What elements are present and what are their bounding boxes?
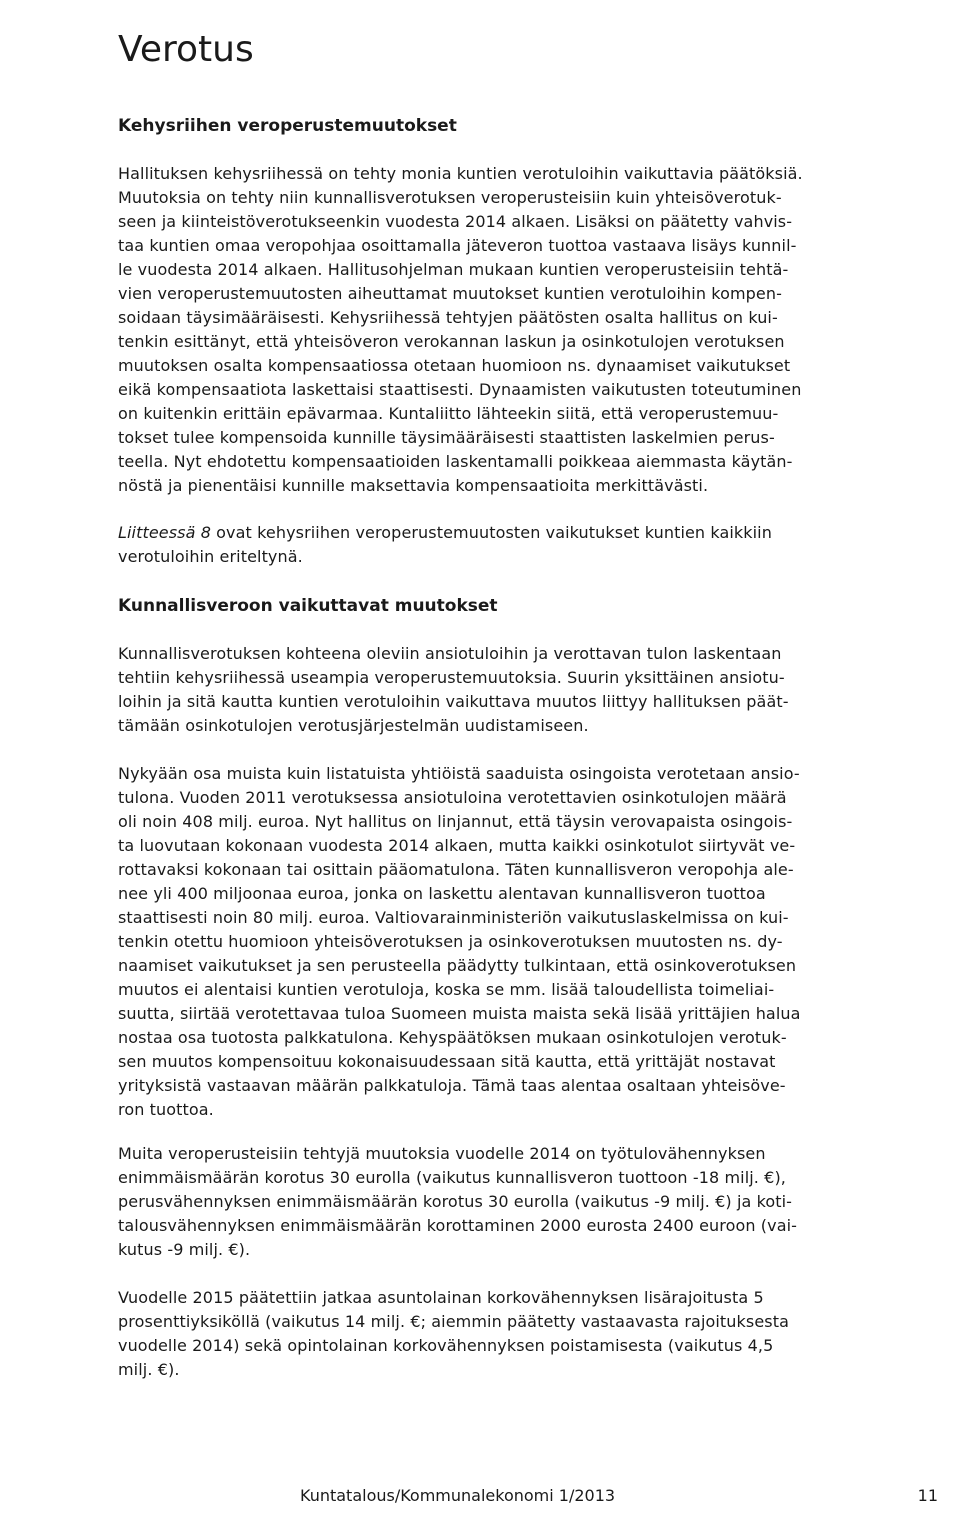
text-line: vien veroperustemuutosten aiheuttamat muutokset kuntien verotuloihin kompen-: [118, 284, 782, 303]
text-line: staattisesti noin 80 milj. euroa. Valtiovarainministeriön vaikutuslaskelmissa on kui-: [118, 908, 789, 927]
paragraph-muut-muutokset-2014: [118, 1142, 942, 1262]
text-line: tokset tulee kompensoida kunnille täysimääräisesti staattisten laskelmien perus-: [118, 428, 775, 447]
appendix-reference: Liitteessä 8: [118, 523, 211, 542]
paragraph-kehysriihen-intro: [118, 162, 942, 498]
text-line: tenkin esittänyt, että yhteisöveron verokannan laskun ja osinkotulojen verotuksen: [118, 332, 785, 351]
text-line: muutoksen osalta kompensaatiossa otetaan huomioon ns. dynaamiset vaikutukset: [118, 356, 791, 375]
text-line: Muutoksia on tehty niin kunnallisverotuksen veroperusteisiin kuin yhteisöverotuk-: [118, 188, 782, 207]
paragraph-osinkotulot: [118, 762, 942, 1122]
text-line: kutus -9 milj. €).: [118, 1240, 251, 1259]
text-line: soidaan täysimääräisesti. Kehysriihessä tehtyjen päätösten osalta hallitus on kui-: [118, 308, 778, 327]
paragraph-kunnallisvero-intro: [118, 642, 942, 738]
text-line: rottavaksi kokonaan tai osittain pääomatulona. Täten kunnallisveron veropohja ale-: [118, 860, 794, 879]
text-line: tämään osinkotulojen verotusjärjestelmän uudistamiseen.: [118, 716, 589, 735]
text-line: tulona. Vuoden 2011 verotuksessa ansiotuloina verotettavien osinkotulojen määrä: [118, 788, 787, 807]
text-line: yrityksistä vastaavan määrän palkkatuloja. Tämä taas alentaa osaltaan yhteisöve-: [118, 1076, 786, 1095]
publication-name: Kuntatalous/Kommunalekonomi 1/2013: [300, 1486, 616, 1505]
text-line: Kunnallisverotuksen kohteena oleviin ansiotuloihin ja verottavan tulon laskentaan: [118, 644, 782, 663]
section-heading-kehysriihen: Kehysriihen veroperustemuutokset: [118, 116, 457, 136]
paragraph-liite-reference: [118, 521, 942, 569]
text-line: milj. €).: [118, 1360, 180, 1379]
text-line: sen muutos kompensoituu kokonaisuudessaan sitä kautta, että yrittäjät nostavat: [118, 1052, 776, 1071]
text-line: nee yli 400 miljoonaa euroa, jonka on laskettu alentavan kunnallisveron tuottoa: [118, 884, 766, 903]
text-line: ta luovutaan kokonaan vuodesta 2014 alkaen, mutta kaikki osinkotulot siirtyvät ve-: [118, 836, 796, 855]
text-fragment: ovat kehysriihen veroperustemuutosten vaikutukset kuntien kaikkiin: [210, 523, 772, 542]
text-line: naamiset vaikutukset ja sen perusteella päädytty tulkintaan, että osinkoverotuksen: [118, 956, 797, 975]
text-line: suutta, siirtää verotettavaa tuloa Suomeen muista maista sekä lisää yrittäjien halua: [118, 1004, 801, 1023]
text-line: muutos ei alentaisi kuntien verotuloja, koska se mm. lisää taloudellista toimeliai-: [118, 980, 775, 999]
text-line: verotuloihin eriteltynä.: [118, 547, 303, 566]
text-line: Nykyään osa muista kuin listatuista yhtiöistä saaduista osingoista verotetaan ansio-: [118, 764, 800, 783]
page-number: 11: [917, 1486, 938, 1505]
text-line: seen ja kiinteistöverotukseenkin vuodesta 2014 alkaen. Lisäksi on päätetty vahvis-: [118, 212, 793, 231]
text-line: le vuodesta 2014 alkaen. Hallitusohjelman mukaan kuntien veroperusteisiin tehtä-: [118, 260, 789, 279]
text-line: on kuitenkin erittäin epävarmaa. Kuntaliitto lähteekin siitä, että veroperustemuu-: [118, 404, 779, 423]
page-footer: [0, 1484, 960, 1508]
text-line: tenkin otettu huomioon yhteisöverotuksen ja osinkoverotuksen muutosten ns. dy-: [118, 932, 783, 951]
text-line: taa kuntien omaa veropohjaa osoittamalla jäteveron tuottoa vastaava lisäys kunnil-: [118, 236, 797, 255]
text-line: eikä kompensaatiota laskettaisi staattisesti. Dynaamisten vaikutusten toteutuminen: [118, 380, 802, 399]
text-line: teella. Nyt ehdotettu kompensaatioiden laskentamalli poikkeaa aiemmasta käytän-: [118, 452, 793, 471]
text-line: enimmäismäärän korotus 30 eurolla (vaikutus kunnallisveron tuottoon -18 milj. €),: [118, 1168, 786, 1187]
text-line: [118, 521, 942, 545]
text-line: loihin ja sitä kautta kuntien verotuloihin vaikuttava muutos liittyy hallituksen päät-: [118, 692, 789, 711]
text-line: oli noin 408 milj. euroa. Nyt hallitus on linjannut, että täysin verovapaista osingois-: [118, 812, 793, 831]
text-line: Vuodelle 2015 päätettiin jatkaa asuntolainan korkovähennyksen lisärajoitusta 5: [118, 1288, 764, 1307]
text-line: nostaa osa tuotosta palkkatulona. Kehyspäätöksen mukaan osinkotulojen verotuk-: [118, 1028, 787, 1047]
text-line: talousvähennyksen enimmäismäärän korottaminen 2000 eurosta 2400 euroon (vai-: [118, 1216, 798, 1235]
paragraph-muutokset-2015: [118, 1286, 942, 1382]
text-line: nöstä ja pienentäisi kunnille maksettavia kompensaatioita merkittävästi.: [118, 476, 709, 495]
text-line: prosenttiyksiköllä (vaikutus 14 milj. €; aiemmin päätetty vastaavasta rajoituksesta: [118, 1312, 789, 1331]
text-line: Muita veroperusteisiin tehtyjä muutoksia vuodelle 2014 on työtulovähennyksen: [118, 1144, 766, 1163]
text-line: Hallituksen kehysriihessä on tehty monia kuntien verotuloihin vaikuttavia päätöksiä.: [118, 164, 803, 183]
text-line: perusvähennyksen enimmäismäärän korotus 30 eurolla (vaikutus -9 milj. €) ja koti-: [118, 1192, 793, 1211]
text-line: ron tuottoa.: [118, 1100, 214, 1119]
page-title: Verotus: [118, 29, 254, 70]
section-heading-kunnallisvero: Kunnallisveroon vaikuttavat muutokset: [118, 596, 498, 616]
text-line: vuodelle 2014) sekä opintolainan korkovähennyksen poistamisesta (vaikutus 4,5: [118, 1336, 774, 1355]
text-line: tehtiin kehysriihessä useampia veroperustemuutoksia. Suurin yksittäinen ansiotu-: [118, 668, 785, 687]
